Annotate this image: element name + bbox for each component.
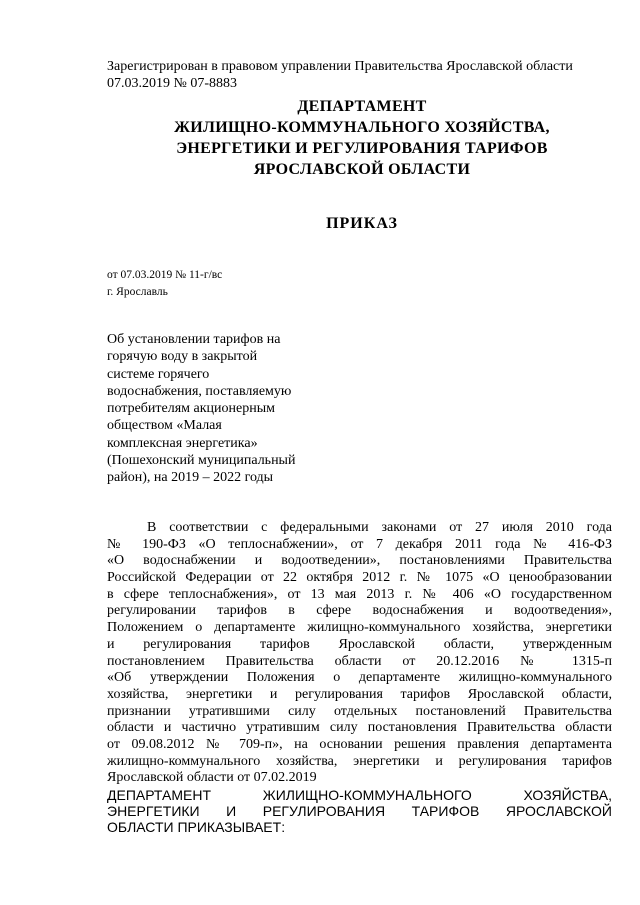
subject-line: потребителям акционерным <box>107 401 276 417</box>
order-line: ОБЛАСТИ ПРИКАЗЫВАЕТ: <box>107 819 286 835</box>
registration-line: Зарегистрирован в правовом управлении Правительства Ярославской области <box>107 59 573 74</box>
order-line: ЭНЕРГЕТИКИ И РЕГУЛИРОВАНИЯ ТАРИФОВ ЯРОСЛАВСКОЙ <box>107 803 612 819</box>
preamble-paragraph <box>107 520 612 787</box>
document-type-title: ПРИКАЗ <box>326 215 398 232</box>
preamble-line: жилищно-коммунального хозяйства, энергетики и регулирования тарифов <box>107 753 612 769</box>
preamble-line: хозяйства, энергетики и регулирования тарифов Ярославской области, <box>107 686 612 702</box>
city: г. Ярославль <box>107 286 168 298</box>
order-subject <box>107 331 317 487</box>
subject-line: (Пошехонский муниципальный <box>107 453 296 469</box>
preamble-line: постановлением Правительства области от 20.12.2016 № 1315-п <box>107 653 612 669</box>
department-line: ДЕПАРТАМЕНТ <box>297 98 427 115</box>
order-line: ДЕПАРТАМЕНТ ЖИЛИЩНО-КОММУНАЛЬНОГО ХОЗЯЙСТВА, <box>107 787 612 803</box>
subject-line: район), на 2019 – 2022 годы <box>107 470 274 486</box>
subject-line: водоснабжения, поставляемую <box>107 383 292 399</box>
preamble-line: в сфере теплоснабжения», от 13 мая 2013 г. № 406 «О государственном <box>107 586 612 602</box>
preamble-line: области и частично утратившим силу постановления Правительства области <box>107 720 612 736</box>
subject-line: системе горячего <box>107 366 210 382</box>
preamble-line: Ярославской области от 07.02.2019 <box>107 770 317 786</box>
department-line: ЖИЛИЩНО-КОММУНАЛЬНОГО ХОЗЯЙСТВА, <box>174 119 550 136</box>
subject-line: горячую воду в закрытой <box>107 349 258 365</box>
preamble-line: В соответствии с федеральными законами от 27 июля 2010 года <box>147 520 612 535</box>
preamble-line: признании утратившими силу отдельных постановлений Правительства <box>107 703 612 719</box>
preamble-line: № 190-ФЗ «О теплоснабжении», от 7 декабря 2011 года № 416-ФЗ <box>107 536 612 552</box>
preamble-line: регулировании тарифов в сфере водоснабжения и водоотведения», <box>107 603 612 619</box>
preamble-line: Российской Федерации от 22 октября 2012 г. № 1075 «О ценообразовании <box>107 570 612 586</box>
preamble-line: «Об утверждении Положения о департаменте жилищно-коммунального <box>107 670 612 686</box>
registration-number: 07.03.2019 № 07-8883 <box>107 76 238 91</box>
order-clause <box>107 787 612 835</box>
preamble-line: «О водоснабжении и водоотведении», постановлениями Правительства <box>107 553 612 569</box>
department-heading <box>107 96 617 180</box>
preamble-line: и регулирования тарифов Ярославской области, утвержденным <box>107 636 612 652</box>
preamble-line: от 09.08.2012 № 709-п», на основании решения правления департамента <box>107 736 612 752</box>
subject-line: обществом «Малая <box>107 418 222 434</box>
document-meta <box>107 267 222 301</box>
subject-line: Об установлении тарифов на <box>107 332 281 347</box>
registration-stamp <box>107 58 617 92</box>
subject-line: комплексная энергетика» <box>107 435 258 451</box>
preamble-line: Положением о департаменте жилищно-коммунального хозяйства, энергетики <box>107 620 612 636</box>
department-line: ЯРОСЛАВСКОЙ ОБЛАСТИ <box>253 161 471 178</box>
department-line: ЭНЕРГЕТИКИ И РЕГУЛИРОВАНИЯ ТАРИФОВ <box>176 140 548 157</box>
date-number: от 07.03.2019 № 11-г/вс <box>107 269 223 281</box>
